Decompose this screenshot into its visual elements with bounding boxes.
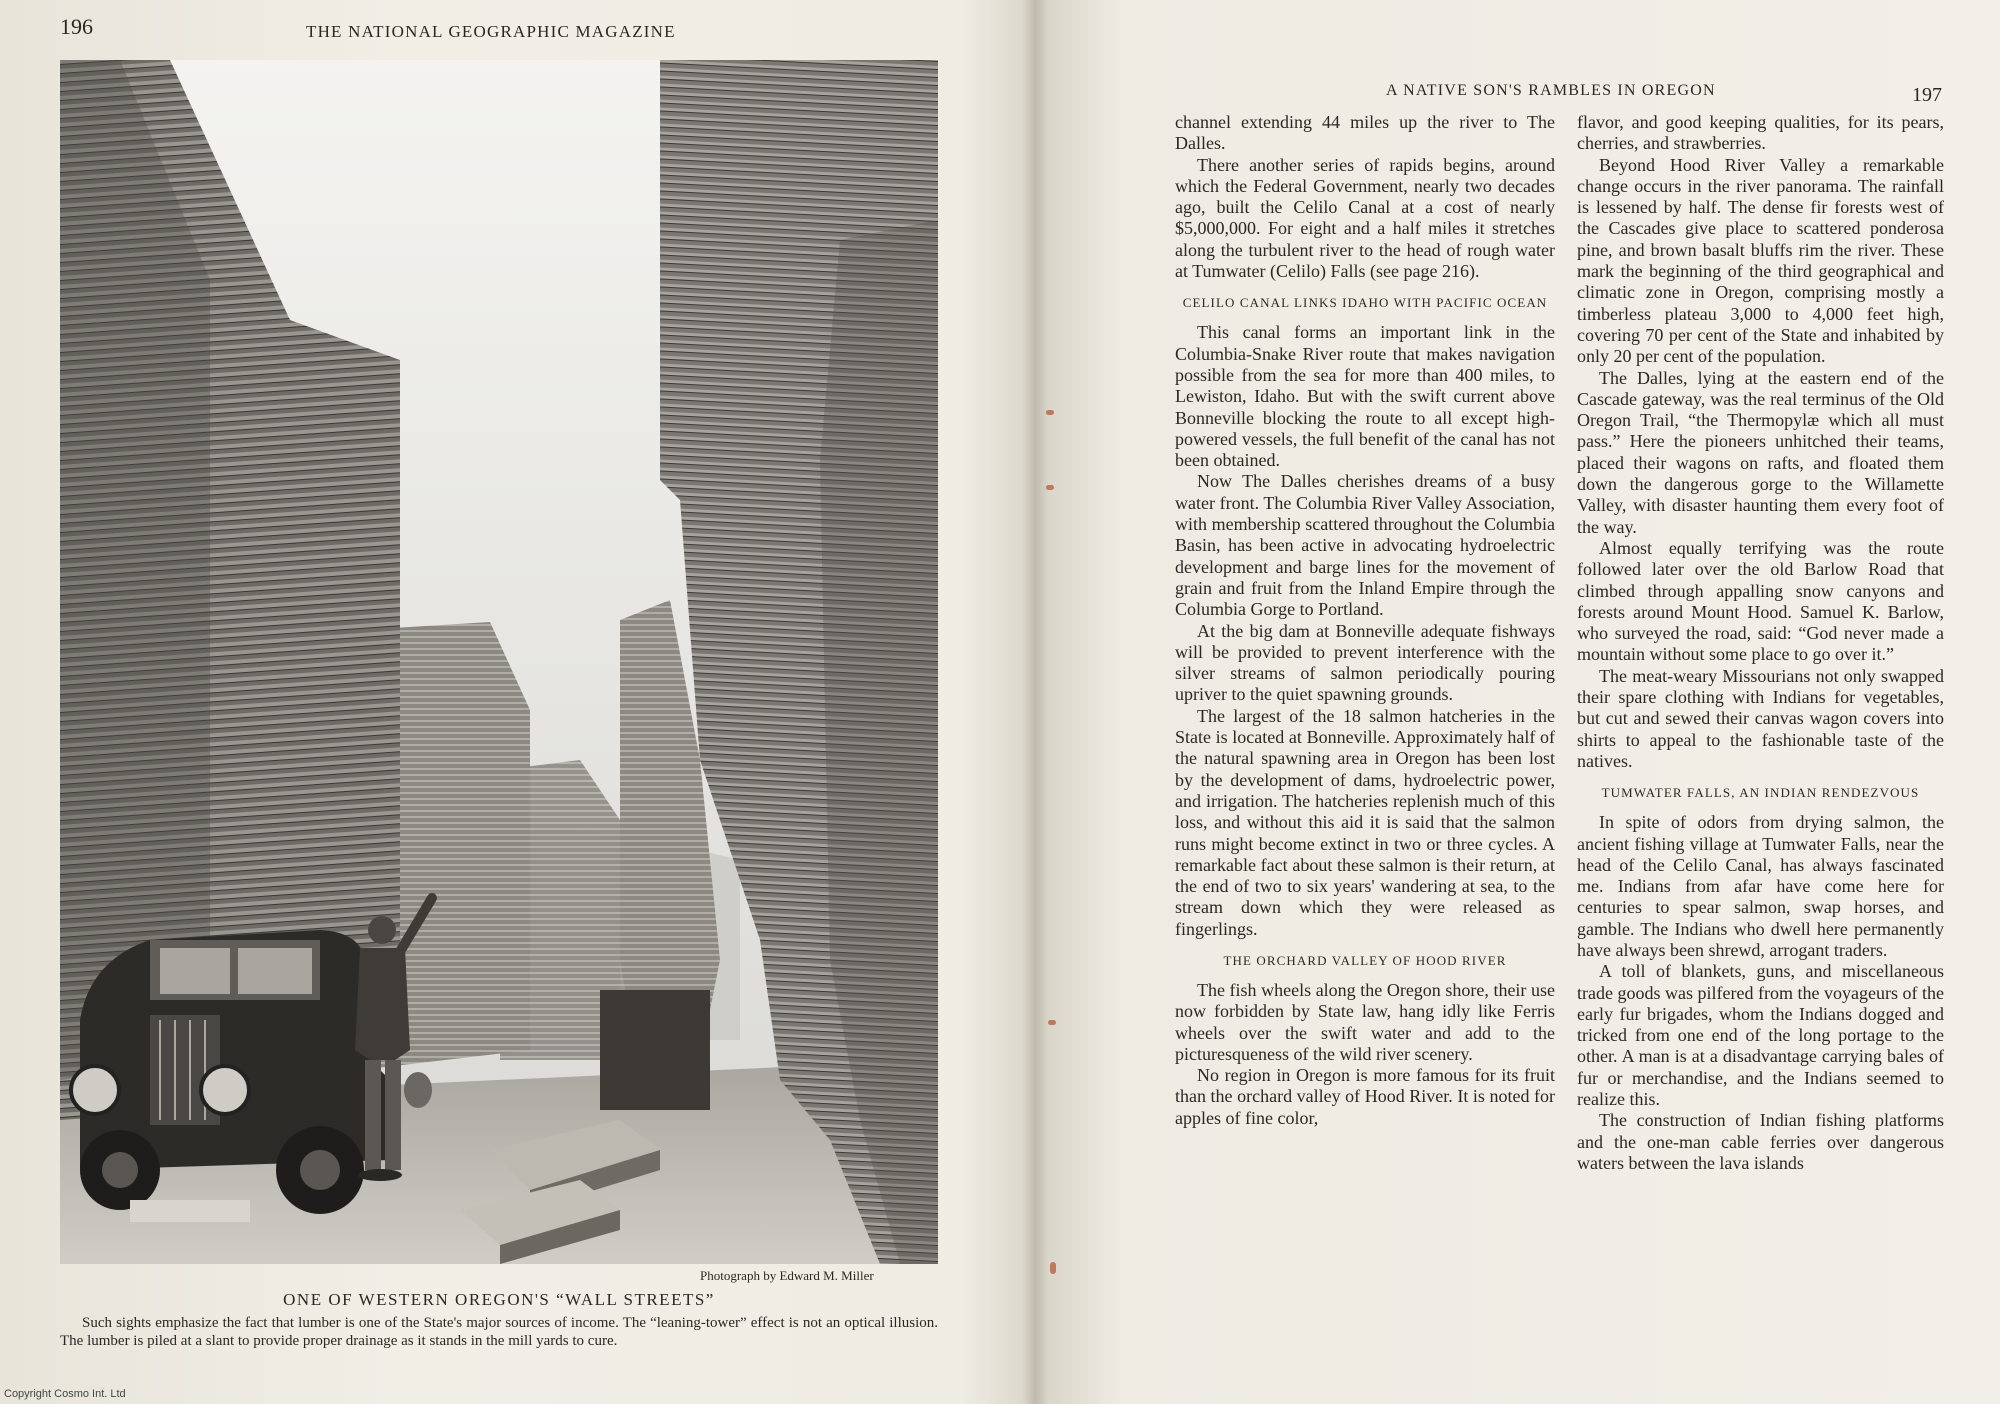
paragraph: No region in Oregon is more famous for its fruit than the orchard valley of Hood River. It is noted for apples of fine color, [1175,1065,1555,1128]
subheading: CELILO CANAL LINKS IDAHO WITH PACIFIC OCEAN [1182,295,1548,311]
paragraph: flavor, and good keeping qualities, for its pears, cherries, and strawberries. [1577,112,1944,154]
rust-stain [1050,1262,1056,1274]
paragraph: The largest of the 18 salmon hatcheries in the State is located at Bonneville. Approximately half of the natural spawning area in Oregon has been lost by the development of dams, hydroelectric power, and irrigation. The hatcheries replenish much of this loss, and without this aid it is said that the salmon runs might become extinct in two or three cycles. A remarkable fact about these salmon is their return, at the end of two to six years' wandering at sea, to the stream down which they were released as fingerlings. [1175,705,1555,939]
lumber-photo-illustration [60,60,938,1264]
right-page-number: 197 [1912,84,1942,106]
paragraph: This canal forms an important link in the Columbia-Snake River route that makes navigation possible from the sea for more than 400 miles, to Lewiston, Idaho. But with the swift current above Bonneville blocking the route to all except high-powered vessels, the full benefit of the canal has not been obtained. [1175,322,1555,471]
paragraph: At the big dam at Bonneville adequate fishways will be provided to prevent interference with the silver streams of salmon periodically pouring upriver to the quiet spawning grounds. [1175,620,1555,705]
paragraph: Beyond Hood River Valley a remarkable change occurs in the river panorama. The rainfall is lessened by half. The dense fir forests west of the Cascades give place to scattered ponderosa pine, and brown basalt bluffs rim the river. These mark the beginning of the third geographical and climatic zone in Oregon, comprising mostly a timberless plateau 3,000 to 4,000 feet high, covering 70 per cent of the State and inhabited by only 20 per cent of the population. [1577,154,1944,367]
rust-stain [1046,410,1054,415]
paragraph: A toll of blankets, guns, and miscellaneous trade goods was pilfered from the voyageurs of the early fur brigades, whom the Indians dogged and tricked from one end of the long portage to the other. A man is at a disadvantage carrying bales of fur or merchandise, and the Indians seemed to realize this. [1577,961,1944,1110]
paragraph: The meat-weary Missourians not only swapped their spare clothing with Indians for vegetables, but cut and sewed their canvas wagon covers into shirts to appeal to the fashionable taste of the natives. [1577,665,1944,771]
left-page-number: 196 [60,14,93,39]
rust-stain [1046,485,1054,490]
right-column-1 [1175,112,1555,1129]
photo-credit: Photograph by Edward M. Miller [700,1268,874,1283]
right-column-2 [1577,112,1944,1174]
paragraph: The fish wheels along the Oregon shore, their use now forbidden by State law, hang idly like Ferris wheels over the swift water and add to the picturesqueness of the wild river scenery. [1175,979,1555,1064]
paragraph: channel extending 44 miles up the river to The Dalles. [1175,112,1555,154]
left-running-head: THE NATIONAL GEOGRAPHIC MAGAZINE [306,22,676,41]
paragraph: In spite of odors from drying salmon, the ancient fishing village at Tumwater Falls, near the head of the Celilo Canal, has always fascinated me. Indians from afar have come here for centuries to spear salmon, swap horses, and gamble. The Indians who dwell here permanently have always been shrewd, arrogant traders. [1577,812,1944,960]
right-running-head: A NATIVE SON'S RAMBLES IN OREGON [1386,82,1716,99]
paragraph: Now The Dalles cherishes dreams of a busy water front. The Columbia River Valley Association, with membership scattered throughout the Columbia Basin, has been active in advocating hydroelectric development and barge lines for the movement of grain and fruit from the Inland Empire through the Columbia Gorge to Portland. [1175,471,1555,620]
rust-stain [1048,1020,1056,1025]
subheading: TUMWATER FALLS, AN INDIAN RENDEZVOUS [1601,785,1920,801]
paragraph: Almost equally terrifying was the route followed later over the old Barlow Road that climbed through appalling snow canyons and forests around Mount Hood. Samuel K. Barlow, who surveyed the road, said: “God never made a mountain without some place to go over it.” [1577,537,1944,665]
caption-text: Such sights emphasize the fact that lumber is one of the State's major sources of income. The “leaning-tower” effect is not an optical illusion. The lumber is piled at a slant to provide proper drainage as it stands in the mill yards to cure. [60,1315,938,1349]
paragraph: The construction of Indian fishing platforms and the one-man cable ferries over dangerous waters between the lava islands [1577,1110,1944,1173]
caption-title: ONE OF WESTERN OREGON'S “WALL STREETS” [283,1290,715,1309]
paragraph: The Dalles, lying at the eastern end of the Cascade gateway, was the real terminus of the Old Oregon Trail, “the Thermopylæ which all must pass.” Here the pioneers unhitched their teams, placed their wagons on rafts, and floated them down the dangerous gorge to the Willamette Valley, with disaster haunting them every foot of the way. [1577,367,1944,537]
subheading: THE ORCHARD VALLEY OF HOOD RIVER [1223,952,1507,968]
lumber-yard-photo [60,60,938,1264]
page-gutter [1022,0,1048,1404]
paragraph: There another series of rapids begins, around which the Federal Government, nearly two decades ago, built the Celilo Canal at a cost of nearly $5,000,000. For eight and a half miles it stretches along the turbulent river to the head of rough water at Tumwater (Celilo) Falls (see page 216). [1175,154,1555,282]
copyright-watermark: Copyright Cosmo Int. Ltd [4,1388,126,1400]
